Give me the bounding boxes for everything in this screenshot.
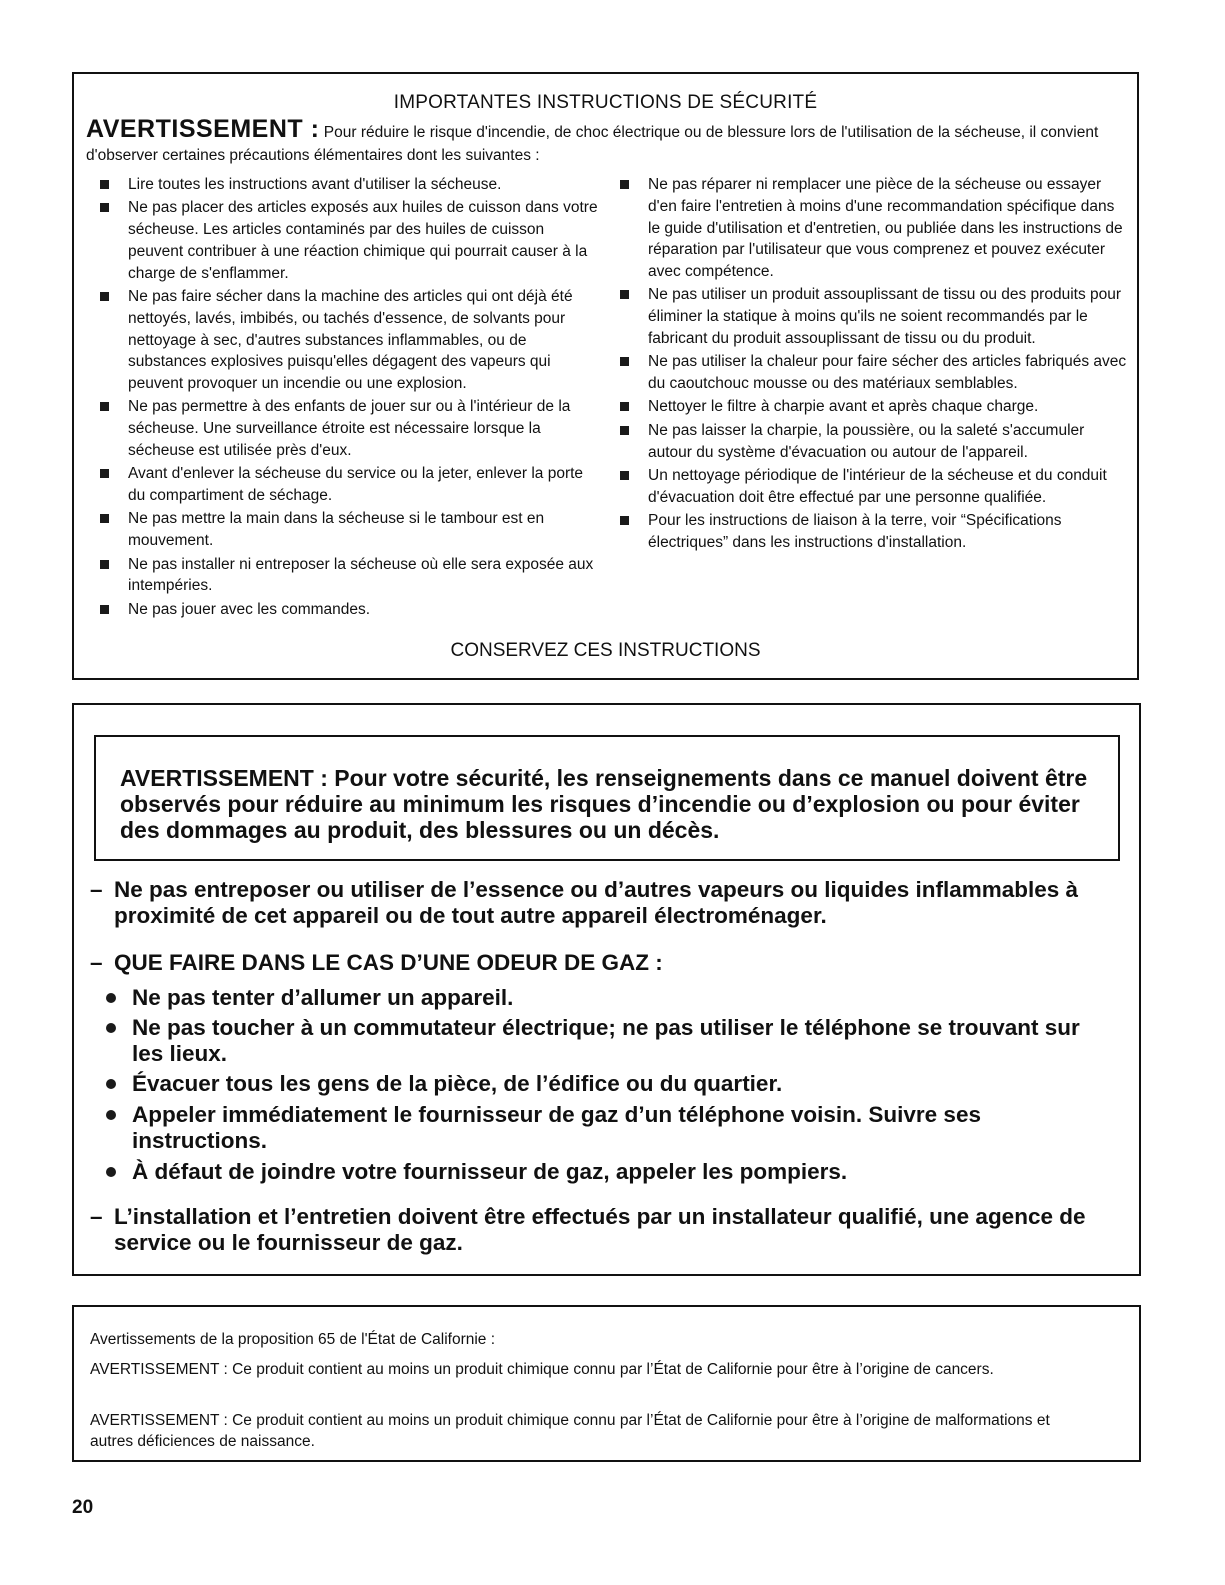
safety-list-right [620, 174, 1130, 555]
list-item: Ne pas jouer avec les commandes. [100, 599, 600, 621]
round-bullet-icon [106, 1023, 116, 1033]
list-item: Ne pas réparer ni remplacer une pièce de la sécheuse ou essayer d'en faire l'entretien à moins d'une recommandation spécifique dans le guide d'utilisation et d'entretien, ou publiée dans les instructions de réparation par l'utilisateur que vous comprenez et pouvez exécuter avec compétence. [620, 174, 1130, 283]
round-bullet-icon [106, 1110, 116, 1120]
square-bullet-icon [620, 471, 629, 480]
gas-warning-header-box [94, 735, 1120, 861]
gas-warning-box [72, 703, 1141, 1276]
no-store-warning: – Ne pas entreposer ou utiliser de l’essence ou d’autres vapeurs ou liquides inflammables à proximité de cet appareil ou de tout autre appareil électroménager. [90, 877, 1079, 928]
safety-title: IMPORTANTES INSTRUCTIONS DE SÉCURITÉ [393, 92, 818, 113]
intro-text: Pour réduire le risque d'incendie, de choc électrique ou de blessure lors de l'utilisation de la sécheuse, il convient d'observer certaines précautions élémentaires dont les suivantes : [86, 124, 1099, 164]
square-bullet-icon [100, 469, 109, 478]
list-item: Ne pas mettre la main dans la sécheuse si le tambour est en mouvement. [100, 508, 600, 552]
save-instructions-footer: CONSERVEZ CES INSTRUCTIONS [450, 640, 761, 661]
dash-icon: – [90, 1204, 103, 1229]
list-item: Nettoyer le filtre à charpie avant et après chaque charge. [620, 396, 1130, 418]
list-item: Un nettoyage périodique de l'intérieur de la sécheuse et du conduit d'évacuation doit être effectué par une personne qualifiée. [620, 465, 1130, 509]
list-item: Ne pas tenter d’allumer un appareil. [106, 985, 1109, 1011]
list-item: Ne pas placer des articles exposés aux huiles de cuisson dans votre sécheuse. Les articles contaminés par des huiles de cuisson peuvent contribuer à une réaction chimique qui pourrait causer à la charge de s'enflammer. [100, 197, 600, 284]
prop65-warning-cancer: AVERTISSEMENT : Ce produit contient au moins un produit chimique connu par l’État de Californie pour être à l’origine de cancers. [90, 1361, 994, 1378]
square-bullet-icon [100, 203, 109, 212]
list-item: Ne pas toucher à un commutateur électrique; ne pas utiliser le téléphone se trouvant sur les lieux. [106, 1015, 1109, 1067]
list-item: Évacuer tous les gens de la pièce, de l’édifice ou du quartier. [106, 1071, 1109, 1097]
list-item: Ne pas utiliser la chaleur pour faire sécher des articles fabriqués avec du caoutchouc mousse ou des matériaux semblables. [620, 351, 1130, 395]
list-item: Ne pas utiliser un produit assouplissant de tissu ou des produits pour éliminer la statique à moins qu'ils ne soient recommandés par le fabricant du produit assouplissant de tissu ou du produit. [620, 284, 1130, 349]
square-bullet-icon [620, 290, 629, 299]
round-bullet-icon [106, 1079, 116, 1089]
square-bullet-icon [100, 292, 109, 301]
list-item: Lire toutes les instructions avant d'utiliser la sécheuse. [100, 174, 600, 196]
list-item: Pour les instructions de liaison à la terre, voir “Spécifications électriques” dans les instructions d'installation. [620, 510, 1130, 554]
square-bullet-icon [620, 357, 629, 366]
square-bullet-icon [100, 180, 109, 189]
square-bullet-icon [100, 560, 109, 569]
list-item: Appeler immédiatement le fournisseur de gaz d’un téléphone voisin. Suivre ses instructions. [106, 1102, 1109, 1154]
installation-warning: – L’installation et l’entretien doivent être effectués par un installateur qualifié, une agence de service ou le fournisseur de gaz. [90, 1204, 1086, 1255]
prop65-warning-birth-defects: AVERTISSEMENT : Ce produit contient au moins un produit chimique connu par l’État de Californie pour être à l’origine de malformations et autres déficiences de naissance. [90, 1412, 1050, 1450]
round-bullet-icon [106, 993, 116, 1003]
prop65-box [72, 1305, 1141, 1462]
square-bullet-icon [100, 605, 109, 614]
square-bullet-icon [620, 516, 629, 525]
round-bullet-icon [106, 1167, 116, 1177]
square-bullet-icon [620, 426, 629, 435]
safety-list-left [100, 174, 600, 622]
list-item: Ne pas installer ni entreposer la sécheuse où elle sera exposée aux intempéries. [100, 554, 600, 598]
square-bullet-icon [620, 402, 629, 411]
gas-warning-heading: AVERTISSEMENT : Pour votre sécurité, les renseignements dans ce manuel doivent être observés pour réduire au minimum les risques d’incendie ou d’explosion ou pour éviter des dommages au produit, des blessures ou un décès. [120, 765, 1088, 843]
square-bullet-icon [100, 514, 109, 523]
safety-intro [86, 115, 1117, 167]
safety-instructions-box [72, 72, 1139, 680]
list-item: Ne pas faire sécher dans la machine des articles qui ont déjà été nettoyés, lavés, imbibés, ou tachés d'essence, de solvants pour nettoyage à sec, d'autres substances inflammables, ou de substances explosives puisqu'elles dégagent des vapeurs qui peuvent provoquer un incendie ou une explosion. [100, 286, 600, 395]
square-bullet-icon [620, 180, 629, 189]
list-item: À défaut de joindre votre fournisseur de gaz, appeler les pompiers. [106, 1159, 1109, 1185]
page-number: 20 [72, 1497, 94, 1518]
dash-icon: – [90, 950, 103, 975]
warning-label: AVERTISSEMENT : [86, 115, 320, 143]
list-item: Avant d'enlever la sécheuse du service ou la jeter, enlever la porte du compartiment de séchage. [100, 463, 600, 507]
dash-icon: – [90, 877, 103, 902]
gas-odor-title: – QUE FAIRE DANS LE CAS D’UNE ODEUR DE GAZ : [90, 950, 663, 975]
list-item: Ne pas permettre à des enfants de jouer sur ou à l'intérieur de la sécheuse. Une surveillance étroite est nécessaire lorsque la sécheuse est utilisée près d'eux. [100, 396, 600, 461]
square-bullet-icon [100, 402, 109, 411]
list-item: Ne pas laisser la charpie, la poussière, ou la saleté s'accumuler autour du système d'évacuation ou autour de l'appareil. [620, 420, 1130, 464]
prop65-title: Avertissements de la proposition 65 de l'État de Californie : [90, 1331, 496, 1348]
